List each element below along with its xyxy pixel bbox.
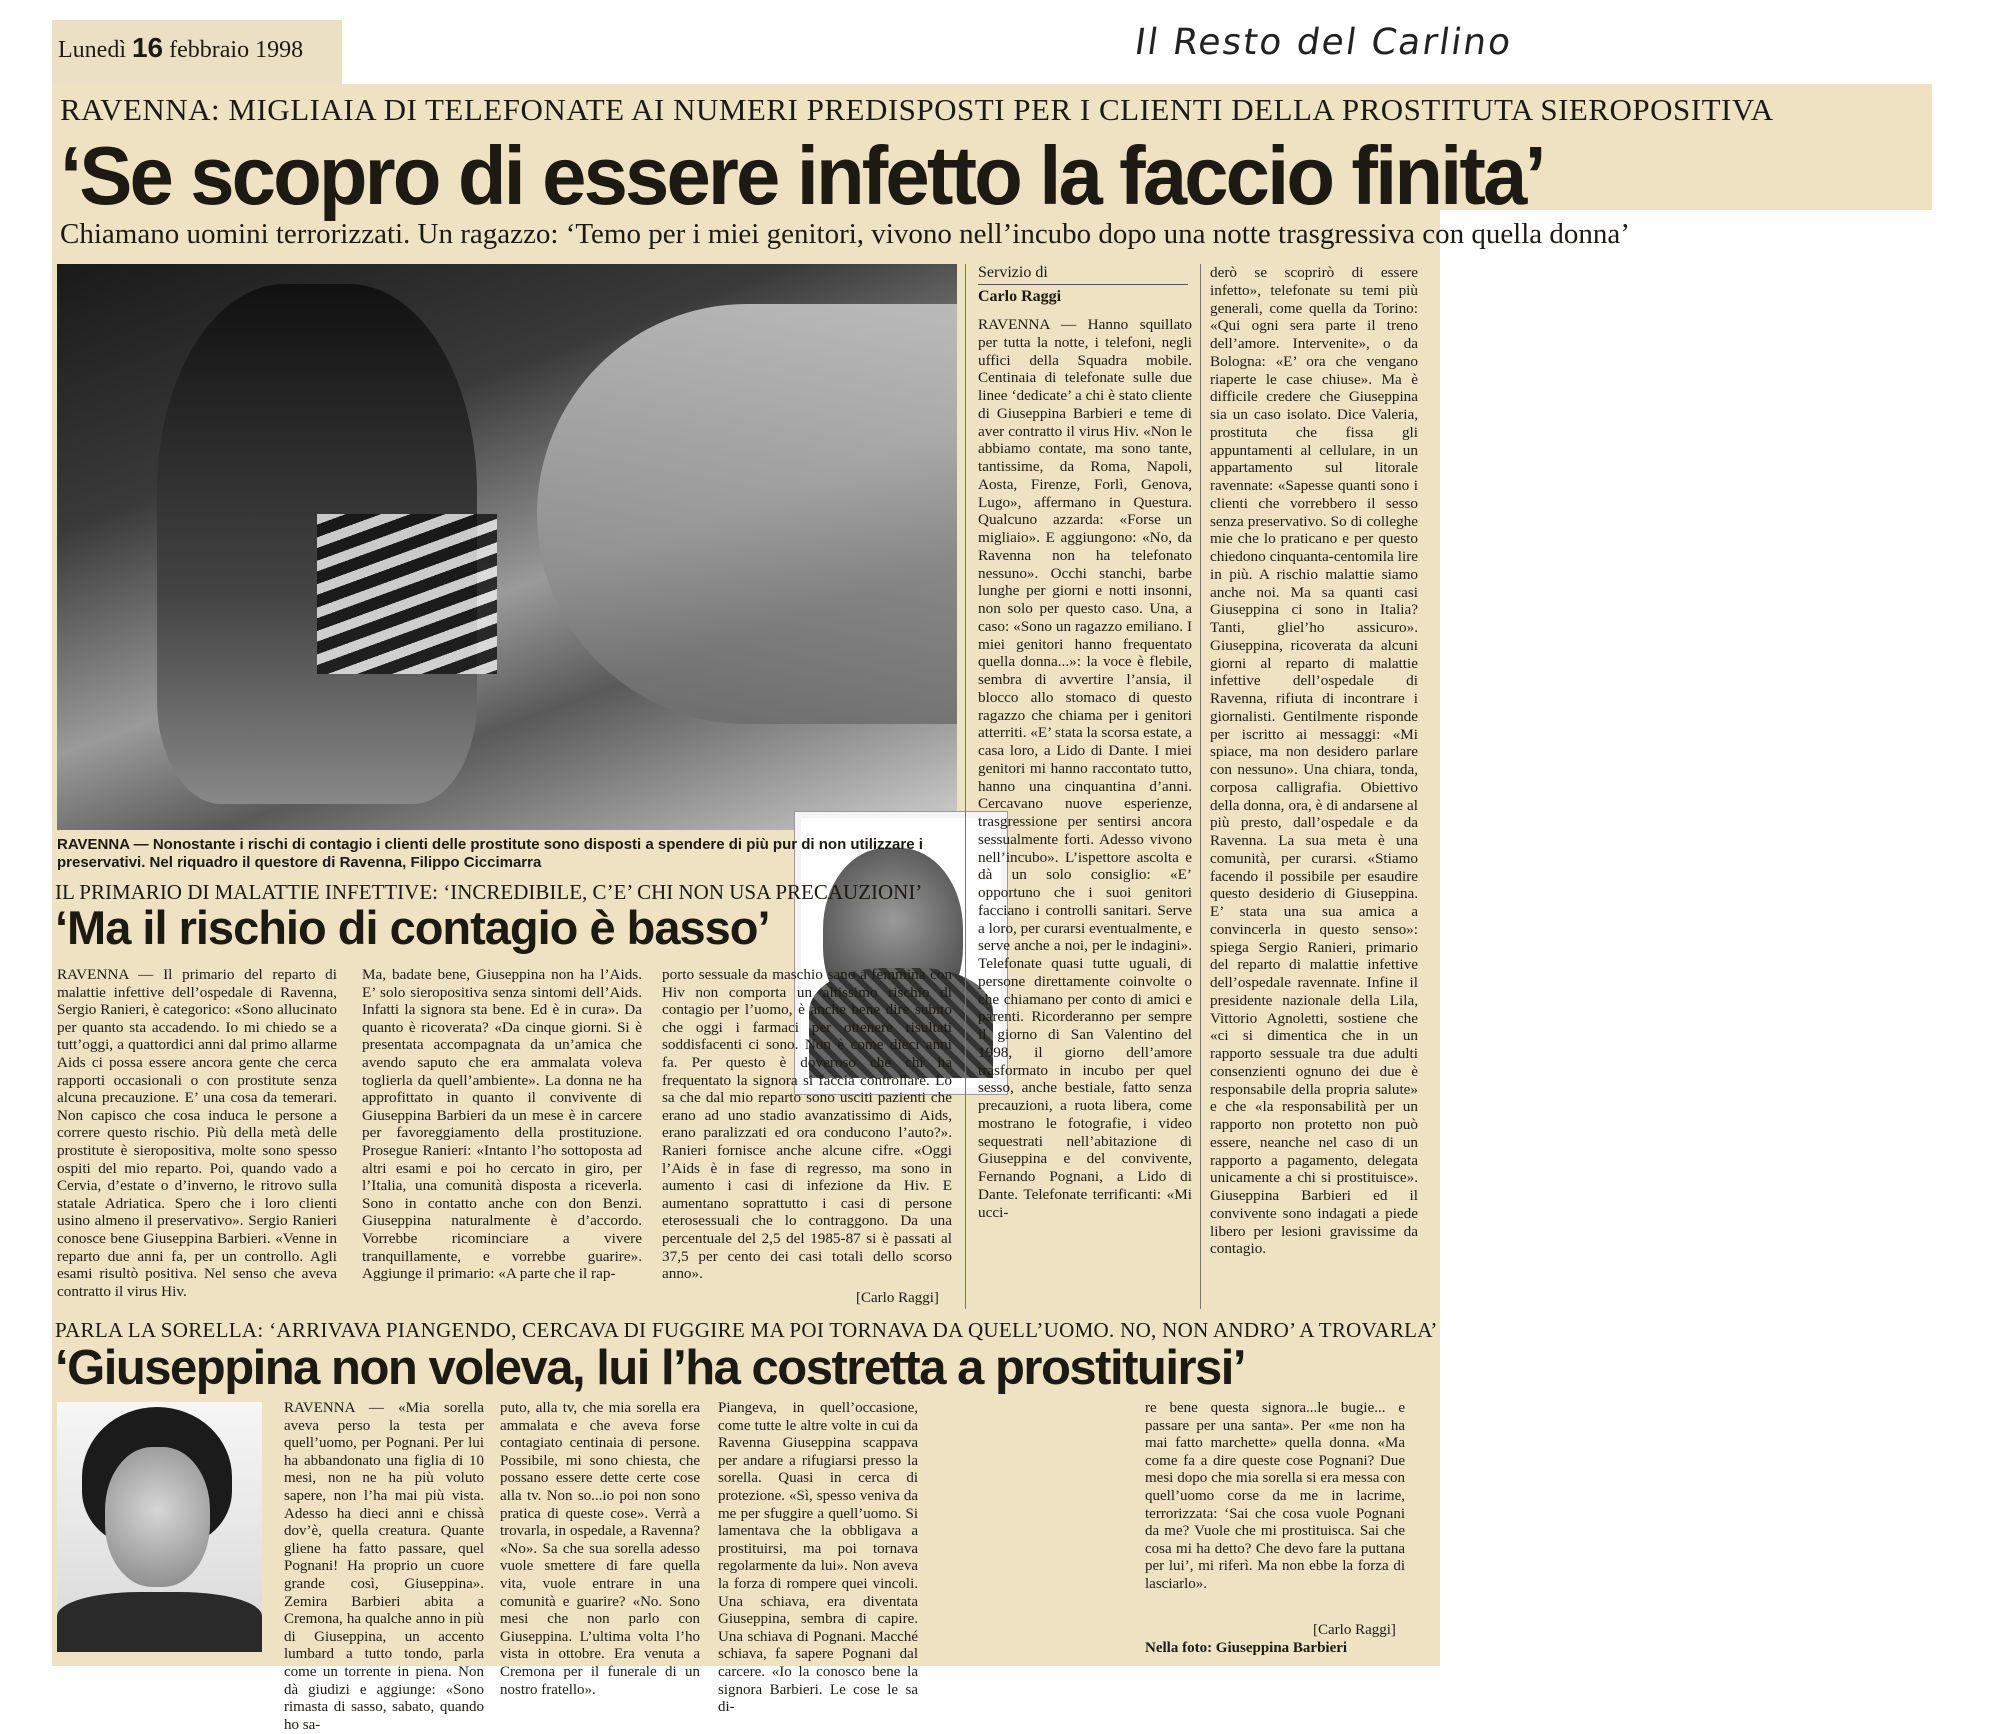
article1-column-1: RAVENNA — Hanno squillato per tutta la notte, i telefoni, negli uffici della Squadra mobile. Centinaia di telefonate sulle due linee ‘dedicate’ a chi è stato cliente di Giuseppina Barbieri e teme di aver contratto il virus Hiv. «Non le abbiamo contate, ma sono tante, tantissime, da Roma, Napoli, Aosta, Firenze, Forlì, Genova, Lugo», affermano in Questura. Qualcuno azzarda: «Forse un migliaio». E aggiungono: «No, da Ravenna non ha telefonato nessuno». Occhi stanchi, barbe lunghe per giorni e notti insonni, non solo per questo caso. Una, a caso: «Sono un ragazzo emiliano. I miei genitori hanno frequentato quella donna...»: la voce è flebile, sembra di avvertire l’ansia, il blocco allo stomaco di questo ragazzo che chiama per i genitori atterriti. «E’ stata la scorsa estate, a casa loro, a Lido di Dante. I miei genitori mi hanno raccontato tutto, hanno una cinquantina d’anni. Cercavano nuove esperienze, trasgressione per sentirsi ancora sessualmente forti. Adesso vivono nell’incubo». L’ispettore ascolta e dà un solo consiglio: «E’ opportuno che i suoi genitori facciano i controlli sanitari. Serve a loro, per curarsi eventualmente, e serve anche a noi, per le indagini». Telefonate quasi tutte uguali, di persone direttamente coinvolte o che chiamano per conto di amici e parenti. Ricorderanno per sempre il giorno di San Valentino del 1998, il giorno dell’amore trasformato in incubo per quel sesso, anche bestiale, fatto senza precauzioni, a ruota libera, come mostrano le fotografie, i video sequestrati nell’abitazione di Giuseppina e del convivente, Fernando Pognani, a Lido di Dante. Telefonate terrificanti: «Mi ucci- bbox=[978, 316, 1192, 1221]
date-month-year: febbraio 1998 bbox=[169, 37, 304, 63]
article1-photo-caption: RAVENNA — Nonostante i rischi di contagio i clienti delle prostitute sono disposti a spendere di più pur di non utilizzare i preservativi. Nel riquadro il questore di Ravenna, Filippo Ciccimarra bbox=[57, 836, 923, 871]
article3-headline: ‘Giuseppina non voleva, lui l’ha costretta a prostituirsi’ bbox=[55, 1341, 1245, 1395]
article1-subhead: Chiamano uomini terrorizzati. Un ragazzo: ‘Temo per i miei genitori, vivono nell’incubo dopo una notte trasgressiva con quella donna’ bbox=[60, 218, 1630, 250]
article1-main-photo bbox=[57, 264, 957, 830]
portrait-face bbox=[105, 1447, 210, 1587]
article2-column-3: porto sessuale da maschio sano a femmina con Hiv non comporta un altissimo rischio di contagio per l’uomo, è anche bene dire subito che oggi i farmaci per ottenere risultati soddisfacenti ci sono. Non è come dieci anni fa. Per questo è doveroso che chi ha frequentato la signora si faccia controllare. Lo sa che dal mio reparto sono usciti pazienti che erano ad uno stadio avanzatissimo di Aids, erano paralizzati ed ora conducono l’auto?». Ranieri fornisce anche alcune cifre. «Oggi l’Aids è in fase di regresso, ma sono in aumento i casi di infezione da Hiv. E aumentano soprattutto i casi di persone eterosessuali che lo contraggono. Da una percentuale del 2,5 del 1985-87 si è passati al 37,5 per cento dei casi totali dello scorso anno». bbox=[662, 966, 952, 1283]
author-name: Carlo Raggi bbox=[978, 288, 1062, 305]
article1-kicker: RAVENNA: MIGLIAIA DI TELEFONATE AI NUMERI PREDISPOSTI PER I CLIENTI DELLA PROSTITUTA SIEROPOSITIVA bbox=[60, 92, 1774, 127]
article3-column-2: puto, alla tv, che mia sorella era ammalata e che aveva forse contagiato centinaia di persone. Possibile, mi sono chiesta, che possano essere dette certe cose alla tv. Non so...io poi non sono pratica di queste cose». Verrà a trovarla, in ospedale, a Ravenna? «No». Sa che sua sorella adesso vuole smettere di fare quella vita, vuole entrare in una comunità e guarire? «No. Sono mesi che non parlo con Giuseppina. L’ultima volta l’ho vista in ottobre. Era venuta a Cremona per il funerale di un nostro fratello». bbox=[500, 1400, 700, 1698]
portrait-body bbox=[57, 1592, 262, 1652]
article3-column-4: re bene questa signora...le bugie... e passare per una santa». Per «me non ha mai fatto marchette» quella donna. «Ma come fa a dire queste cose Pognani? Due mesi dopo che mia sorella si era messa con quell’uomo corse da me in lacrime, terrorizzata: ‘Sai che cosa vuole Pognani da me? Vuole che mi prostituisca. Sai che cosa mi ha detto? Che devo fare la puttana per lui’, mi riferì. Ma non ebbe la forza di lasciarlo». bbox=[1145, 1400, 1405, 1592]
column-divider bbox=[965, 264, 966, 1309]
publication-date bbox=[58, 32, 303, 64]
article2-kicker: IL PRIMARIO DI MALATTIE INFETTIVE: ‘INCREDIBILE, C’E’ CHI NON USA PRECAUZIONI’ bbox=[55, 880, 923, 904]
article2-column-2: Ma, badate bene, Giuseppina non ha l’Aids. E’ solo sieropositiva senza sintomi dell’Aids. Infatti la signora sta bene. Ed è in cura». Da quanto è ricoverata? «Da cinque giorni. Si è presentata accompagnata da un’amica che avendo saputo che era ammalata voleva toglierla da quell’ambiente». La donna ne ha approfittato in quanto il convivente di Giuseppina Barbieri da un mese è in carcere per favoreggiamento della prostituzione. Prosegue Ranieri: «Intanto l’ho sottoposta ad altri esami e poi ho cercato in giro, per l’Italia, una comunità disposta a riceverla. Sono in contatto anche con don Benzi. Giuseppina naturalmente è d’accordo. Vorrebbe ricominciare a vivere tranquillamente, e vorrebbe guarire». Aggiunge il primario: «A parte che il rap- bbox=[362, 966, 642, 1283]
article3-column-1: RAVENNA — «Mia sorella aveva perso la testa per quell’uomo, per Pognani. Per lui ha abbandonato una figlia di 10 mesi, non ne ha più voluto sapere, non l’ha mai più vista. Adesso ha dieci anni e chissà dov’è, quella creatura. Quante gliene ha fatto passare, quel Pognani! Ha proprio un cuore grande così, Giuseppina». Zemira Barbieri abita a Cremona, ha qualche anno in più di Giuseppina, un accento lumbard a tutto tondo, parla come un torrente in piena. Non dà giudizi e aggiunge: «Sono rimasta di sasso, sabato, quando ho sa- bbox=[284, 1400, 484, 1733]
service-label: Servizio di bbox=[978, 264, 1188, 285]
column-divider bbox=[1200, 264, 1201, 1309]
article1-column-2: derò se scoprirò di essere infetto», telefonate su temi più generali, come quella da Torino: «Qui ogni sera parte il treno dell’amore. Intervenite», o da Bologna: «E’ ora che vengano riaperte le case chiuse». Ma è difficile credere che Giuseppina sia un caso isolato. Dice Valeria, prostituta che fissa gli appuntamenti al cellulare, in un appartamento sul litorale ravennate: «Sapesse quanti sono i clienti che vorrebbero il sesso senza preservativo. So di colleghe mie che lo praticano e per questo chiedono cinquanta-centomila lire in più. A rischio malattie siamo anche noi. Ma sa quanti casi Giuseppina ci sono in Italia? Tanti, gliel’ho assicuro». Giuseppina, ricoverata da alcuni giorni al reparto di malattie infettive dell’ospedale di Ravenna, rifiuta di incontrare i giornalisti. Gentilmente risponde per iscritto ai messaggi: «Mi spiace, ma non desidero parlare con nessuno». Una chiara, tonda, corposa calligrafia. Obiettivo della donna, ora, è di andarsene al più presto, dall’ospedale e da Ravenna. La sua meta è una comunità, per curarsi. «Stiamo facendo il possibile per esaudire questo desiderio di Giuseppina. E’ stata una sua amica a convincerla in questo senso»: spiega Sergio Ranieri, primario del reparto di malattie infettive dell’ospedale ravennate. Infine il presidente nazionale della Lila, Vittorio Agnoletti, sostiene che «ci si dimentica che in un rapporto sessuale tra due adulti consenzienti ognuno dei due è responsabile della propria salute» e che «la responsabilità per un rapporto non protetto non può essere, neanche nel caso di un rapporto a pagamento, delegata unicamente a chi si prostituisce». Giuseppina Barbieri ed il convivente sono indagati a piede libero per lesioni gravissime da contagio. bbox=[1210, 264, 1418, 1258]
photo-striped-top bbox=[317, 514, 497, 674]
article1-byline bbox=[978, 264, 1188, 306]
article3-signature: [Carlo Raggi] bbox=[1313, 1622, 1396, 1638]
article2-headline: ‘Ma il rischio di contagio è basso’ bbox=[55, 901, 770, 954]
date-day: 16 bbox=[131, 32, 164, 63]
article3-column-3: Piangeva, in quell’occasione, come tutte le altre volte in cui da Ravenna Giuseppina scappava per andare a rifugiarsi presso la sorella. Quasi in cerca di protezione. «Sì, spesso veniva da me per sfuggire a quell’uomo. Si lamentava che la obbligava a prostituirsi, ma poi tornava regolarmente da lui». Non aveva la forza di rompere quei vincoli. Una schiava, era diventata Giuseppina, sembra di capire. Una schiava di Pognani. Macché schiava, fa sapere Pognani dal carcere. «Io la conosco bene la signora Barbieri. Le cose le sa di- bbox=[718, 1400, 918, 1716]
masthead-handwritten: Il Resto del Carlino bbox=[1132, 22, 1516, 63]
clipping-cutout bbox=[1440, 210, 1940, 1670]
article3-kicker: PARLA LA SORELLA: ‘ARRIVAVA PIANGENDO, CERCAVA DI FUGGIRE MA POI TORNAVA DA QUELL’UOMO. NO, NON ANDRO’ A TROVARLA’ bbox=[55, 1318, 1438, 1342]
article1-headline: ‘Se scopro di essere infetto la faccio finita’ bbox=[60, 129, 1544, 222]
photo-car-shape bbox=[537, 304, 957, 724]
article3-photo-caption: Nella foto: Giuseppina Barbieri bbox=[1145, 1640, 1348, 1656]
article2-column-1: RAVENNA — Il primario del reparto di malattie infettive dell’ospedale di Ravenna, Sergio Ranieri, è categorico: «Sono allucinato per quanto sta accadendo. Io mi chiedo se a tutt’oggi, a quattordici anni dal primo allarme Aids ci possa essere ancora gente che cerca rapporti occasionali o con prostitute senza alcuna precauzione. E’ una cosa da temerari. Non capisco che cosa induca le persone a correre questo rischio. Più della metà delle prostitute è sieropositiva, molte sono spesso ospiti del mio reparto. Poi, quando vado a Cervia, d’estate o d’inverno, le ritrovo sulla statale Adriatica. Spero che i loro clienti usino almeno il preservativo». Sergio Ranieri conosce bene Giuseppina Barbieri. «Venne in reparto due anni fa, per un controllo. Agli esami risultò positiva. Nel senso che aveva contratto il virus Hiv. bbox=[57, 966, 337, 1300]
article2-signature: [Carlo Raggi] bbox=[856, 1290, 939, 1306]
sister-portrait-photo bbox=[57, 1402, 262, 1652]
date-weekday: Lunedì bbox=[58, 37, 126, 63]
